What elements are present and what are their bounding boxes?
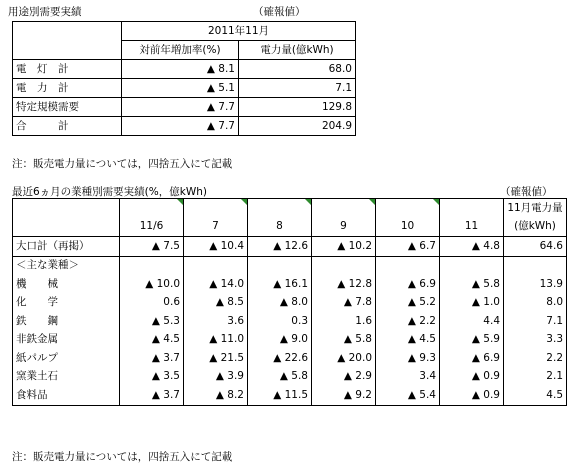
power-value: 8.0 bbox=[504, 294, 567, 313]
month-value: ▲ 22.6 bbox=[248, 349, 312, 368]
table-row bbox=[13, 98, 356, 117]
month-value: ▲ 21.5 bbox=[184, 349, 248, 368]
month-value: ▲ 8.0 bbox=[248, 294, 312, 313]
power-value: 2.2 bbox=[504, 349, 567, 368]
month-value: ▲ 9.0 bbox=[248, 331, 312, 350]
row-label: 電 灯 計 bbox=[13, 60, 122, 79]
month-value: ▲ 0.9 bbox=[440, 386, 504, 405]
row-label: 特定規模需要 bbox=[13, 98, 122, 117]
row-label: 機 械 bbox=[16, 277, 58, 290]
month-value: ▲ 3.7 bbox=[120, 349, 184, 368]
month-value: ▲ 3.7 bbox=[120, 386, 184, 405]
power-value: 129.8 bbox=[239, 98, 356, 117]
month-value: 4.4 bbox=[440, 312, 504, 331]
comment-marker bbox=[433, 199, 439, 205]
section1-note: 注：販売電力量については，四捨五入にて記載 bbox=[12, 158, 233, 170]
row-label: 化 学 bbox=[16, 296, 58, 309]
yoy-value: ▲ 8.1 bbox=[122, 60, 239, 79]
month-value: ▲ 20.0 bbox=[312, 349, 376, 368]
month-value: ▲ 1.0 bbox=[440, 294, 504, 313]
month-value: ▲ 12.6 bbox=[248, 237, 312, 257]
month-value: ▲ 10.4 bbox=[184, 237, 248, 257]
month-value: 0.6 bbox=[120, 294, 184, 313]
month-value: ▲ 7.5 bbox=[120, 237, 184, 257]
yoy-value: ▲ 5.1 bbox=[122, 79, 239, 98]
industry-demand-table bbox=[12, 198, 567, 406]
section1-status: （確報値） bbox=[253, 6, 306, 18]
comment-marker bbox=[241, 199, 247, 205]
month-value: 3.4 bbox=[376, 368, 440, 387]
month-header: 11/6 bbox=[120, 218, 184, 237]
month-header: 10 bbox=[376, 218, 440, 237]
month-value: ▲ 3.5 bbox=[120, 368, 184, 387]
month-value: ▲ 5.2 bbox=[376, 294, 440, 313]
month-value: 1.6 bbox=[312, 312, 376, 331]
month-value: ▲ 12.8 bbox=[312, 275, 376, 294]
power-value: 4.5 bbox=[504, 386, 567, 405]
month-value: ▲ 5.9 bbox=[440, 331, 504, 350]
yoy-value: ▲ 7.7 bbox=[122, 117, 239, 136]
power-value: 7.1 bbox=[504, 312, 567, 331]
power-value: 2.1 bbox=[504, 368, 567, 387]
month-header: 8 bbox=[248, 218, 312, 237]
month-value: ▲ 4.5 bbox=[120, 331, 184, 350]
month-header: 7 bbox=[184, 218, 248, 237]
month-value: ▲ 11.5 bbox=[248, 386, 312, 405]
month-value: ▲ 5.4 bbox=[376, 386, 440, 405]
month-header: 11 bbox=[440, 218, 504, 237]
usage-demand-table bbox=[12, 21, 356, 136]
comment-marker bbox=[177, 199, 183, 205]
row-label: 窯業土石 bbox=[16, 370, 58, 383]
period-header: 2011年11月 bbox=[207, 24, 270, 37]
power-value: 3.3 bbox=[504, 331, 567, 350]
power-value: 13.9 bbox=[504, 275, 567, 294]
power-header-line2: (億kWh) bbox=[504, 218, 567, 237]
month-value: ▲ 10.0 bbox=[120, 275, 184, 294]
month-value: ▲ 5.3 bbox=[120, 312, 184, 331]
month-value: ▲ 16.1 bbox=[248, 275, 312, 294]
row-label: 紙パルプ bbox=[16, 351, 58, 364]
month-value: ▲ 14.0 bbox=[184, 275, 248, 294]
month-value: ▲ 9.2 bbox=[312, 386, 376, 405]
section2-note: 注：販売電力量については，四捨五入にて記載 bbox=[12, 451, 233, 463]
power-header-line1: 11月電力量 bbox=[504, 199, 567, 218]
subhead-row bbox=[13, 256, 567, 275]
month-value: ▲ 5.8 bbox=[312, 331, 376, 350]
power-value: 204.9 bbox=[239, 117, 356, 136]
month-value: ▲ 7.8 bbox=[312, 294, 376, 313]
month-value: ▲ 6.9 bbox=[376, 275, 440, 294]
yoy-header: 対前年増加率(%) bbox=[122, 41, 239, 60]
total-row bbox=[13, 237, 567, 257]
table-row bbox=[13, 386, 567, 405]
comment-marker bbox=[305, 199, 311, 205]
table-row bbox=[13, 368, 567, 387]
month-value: ▲ 6.9 bbox=[440, 349, 504, 368]
power-value: 7.1 bbox=[239, 79, 356, 98]
row-label: 食料品 bbox=[16, 388, 48, 401]
month-value: ▲ 0.9 bbox=[440, 368, 504, 387]
month-value: ▲ 8.2 bbox=[184, 386, 248, 405]
power-value: 68.0 bbox=[239, 60, 356, 79]
row-label: 合 計 bbox=[13, 117, 122, 136]
row-label: 電 力 計 bbox=[13, 79, 122, 98]
month-value: ▲ 3.9 bbox=[184, 368, 248, 387]
table-row bbox=[13, 331, 567, 350]
section1-title: 用途別需要実績 bbox=[8, 6, 82, 18]
table-row bbox=[13, 79, 356, 98]
power-header: 電力量(億kWh) bbox=[239, 41, 356, 60]
table-row bbox=[13, 117, 356, 136]
table-row bbox=[13, 349, 567, 368]
month-value: ▲ 8.5 bbox=[184, 294, 248, 313]
month-value: ▲ 2.9 bbox=[312, 368, 376, 387]
month-value: ▲ 2.2 bbox=[376, 312, 440, 331]
row-label: 大口計（再掲） bbox=[13, 237, 120, 257]
month-value: ▲ 5.8 bbox=[248, 368, 312, 387]
month-header: 9 bbox=[312, 218, 376, 237]
month-value: ▲ 10.2 bbox=[312, 237, 376, 257]
section2-title: 最近6ヵ月の業種別需要実績(%，億kWh) bbox=[12, 186, 207, 198]
month-value: ▲ 4.8 bbox=[440, 237, 504, 257]
section2-status: （確報値） bbox=[500, 186, 553, 198]
table-row bbox=[13, 312, 567, 331]
power-value: 64.6 bbox=[504, 237, 567, 257]
table-row bbox=[13, 275, 567, 294]
table-row bbox=[13, 60, 356, 79]
month-value: ▲ 5.8 bbox=[440, 275, 504, 294]
table-row bbox=[13, 294, 567, 313]
month-value: ▲ 9.3 bbox=[376, 349, 440, 368]
month-value: ▲ 11.0 bbox=[184, 331, 248, 350]
month-value: ▲ 4.5 bbox=[376, 331, 440, 350]
subhead-label: ＜主な業種＞ bbox=[16, 259, 79, 272]
month-value: 3.6 bbox=[184, 312, 248, 331]
yoy-value: ▲ 7.7 bbox=[122, 98, 239, 117]
comment-marker bbox=[369, 199, 375, 205]
month-value: 0.3 bbox=[248, 312, 312, 331]
row-label: 非鉄金属 bbox=[16, 333, 58, 346]
row-label: 鉄 鋼 bbox=[16, 314, 58, 327]
month-value: ▲ 6.7 bbox=[376, 237, 440, 257]
